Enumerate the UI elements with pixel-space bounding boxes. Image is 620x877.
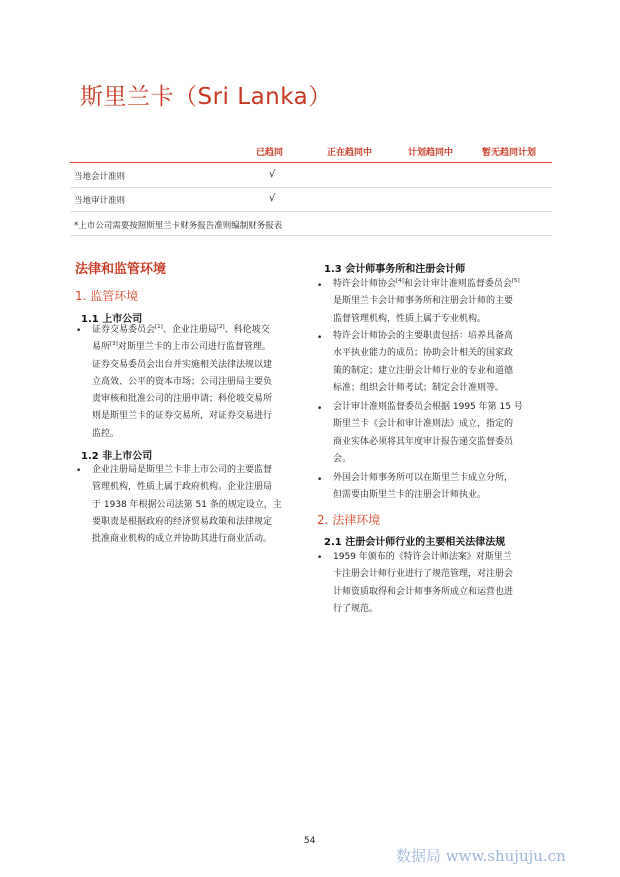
subsection-title: 1.2 非上市公司 — [81, 451, 153, 462]
text-line: 证券交易委员会[1]、企业注册局[2]、科伦坡交 — [92, 324, 270, 335]
text-line: 证券交易委员会出台并实施相关法律法规以建 — [92, 359, 273, 370]
text-line: 管理机构，性质上属于政府机构。企业注册局 — [92, 482, 273, 493]
section-title: 2. 法律环境 — [317, 513, 381, 527]
text-line: 易所[3]对斯里兰卡的上市公司进行监督管理。 — [92, 341, 271, 353]
text-line: 要职责是根据政府的经济贸易政策和法律规定 — [92, 516, 273, 527]
text-line: 外国会计师事务所可以在斯里兰卡成立分所， — [333, 473, 514, 483]
text-line: 批准商业机构的成立并协助其进行商业活动。 — [92, 534, 273, 545]
section-title: 1. 监管环境 — [75, 289, 139, 303]
text-line: 特许会计师协会[4]和会计审计准则监督委员会[5] — [333, 278, 520, 289]
text-line: 策的制定；建立注册会计师行业的专业和道德 — [333, 365, 514, 376]
text-line: 监控。 — [92, 428, 120, 439]
paragraph — [333, 328, 553, 397]
text-line: 责审核和批准公司的注册申请；科伦坡交易所 — [92, 394, 273, 405]
col-header: 暂无趋同计划 — [482, 148, 537, 158]
text-line: 是斯里兰卡会计师事务所和注册会计师的主要 — [333, 296, 514, 307]
bullet-icon: • — [317, 475, 323, 485]
text-line: 立高效、公平的资本市场；公司注册局主要负 — [92, 376, 273, 387]
table-row — [70, 163, 552, 188]
col-header: 正在趋同中 — [327, 148, 373, 158]
paragraph — [333, 276, 553, 328]
subsection-title: 1.3 会计师事务所和注册会计师 — [324, 264, 466, 275]
bullet-icon: • — [317, 404, 323, 414]
bullet-icon: • — [317, 553, 323, 563]
text-line: 斯里兰卡《会计和审计准则法》成立，指定的 — [333, 419, 514, 430]
page-number: 54 — [304, 836, 316, 846]
text-line: 会计审计准则监督委员会根据 1995 年第 15 号 — [333, 402, 523, 412]
paragraph — [333, 399, 553, 468]
text-line: 行了规范。 — [333, 603, 379, 614]
row-label: 当地审计准则 — [74, 196, 126, 206]
divider — [70, 235, 552, 236]
text-line: 标准；组织会计师考试；制定会计准则等。 — [333, 382, 505, 393]
text-line: 会。 — [333, 453, 352, 464]
text-line: 卡注册会计师行业进行了规范管理，对注册会 — [333, 569, 514, 580]
text-line: 商业实体必须将其年度审计报告递交监督委员 — [333, 436, 514, 447]
check-mark: √ — [269, 169, 276, 180]
text-line: 计师资质取得和会计师事务所成立和运营也进 — [333, 586, 514, 597]
bullet-icon: • — [317, 333, 323, 343]
check-mark: √ — [269, 193, 276, 204]
table-header — [70, 145, 552, 163]
col-header: 计划趋同中 — [408, 148, 454, 158]
subsection-title: 2.1 注册会计师行业的主要相关法律法规 — [324, 537, 506, 548]
section-heading: 法律和监管环境 — [75, 262, 167, 277]
paragraph — [333, 470, 553, 505]
text-line: 监督管理机构，性质上属于专业机构。 — [333, 313, 487, 324]
watermark: 数据局 www.shujuju.cn — [396, 847, 566, 865]
bullet-icon: • — [76, 326, 82, 336]
bullet-icon: • — [317, 281, 323, 291]
text-line: 企业注册局是斯里兰卡非上市公司的主要监督 — [92, 465, 273, 475]
row-label: 当地会计准则 — [74, 172, 126, 182]
paragraph — [92, 462, 304, 548]
table-row — [70, 187, 552, 212]
text-line: 水平执业能力的成员；协助会计相关的国家政 — [333, 348, 514, 359]
paragraph — [333, 549, 553, 618]
bullet-icon: • — [76, 466, 82, 476]
subsection-title: 1.1 上市公司 — [81, 314, 143, 325]
col-header: 已趋同 — [256, 148, 284, 158]
text-line: 1959 年颁布的《特许会计师法案》对斯里兰 — [333, 552, 512, 562]
text-line: 于 1938 年根据公司法第 51 条的规定设立，主 — [92, 499, 282, 510]
table-note: *上市公司需要按照斯里兰卡财务报告准则编制财务报表 — [74, 221, 283, 231]
text-line: 则是斯里兰卡的证券交易所，对证券交易进行 — [92, 411, 273, 422]
text-line: 但需要由斯里兰卡的注册会计师执业。 — [333, 490, 487, 501]
paragraph — [92, 322, 304, 443]
text-line: 特许会计师协会的主要职责包括：培养具备高 — [333, 331, 514, 341]
page-title: 斯里兰卡（Sri Lanka） — [80, 84, 332, 110]
